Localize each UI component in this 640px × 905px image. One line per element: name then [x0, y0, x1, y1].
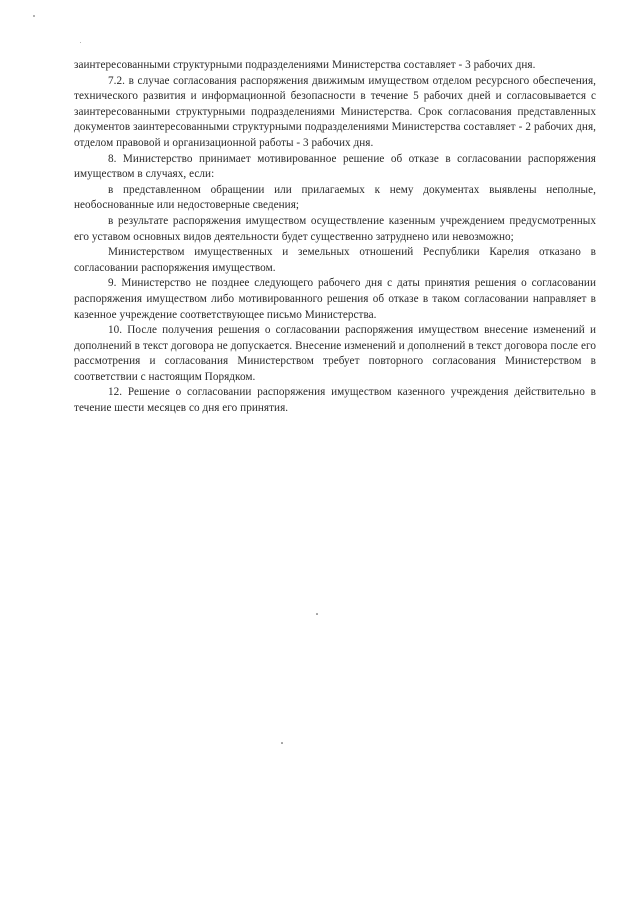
paragraph-10: 10. После получения решения о согласовании распоряжения имуществом внесение изменений и дополнений в текст договора не допускается. Внесение изменений и дополнений в текст договора после его рассмотрения и согласования Министерством требует повторного согласования Министерством в соответствии с настоящим Порядком.	[74, 324, 596, 383]
paragraph-12: 12. Решение о согласовании распоряжения имуществом казенного учреждения действительно в течение шести месяцев со дня его принятия.	[74, 386, 596, 415]
scan-artifact-lower	[281, 742, 283, 744]
paragraph-8-item-3: Министерством имущественных и земельных отношений Республики Карелия отказано в согласовании распоряжения имуществом.	[74, 246, 596, 274]
scan-artifact-top-left	[33, 15, 35, 17]
paragraph-8-item-2: в результате распоряжения имуществом осуществление казенным учреждением предусмотренных его уставом основных видов деятельности будет существенно затруднено или невозможно;	[74, 214, 596, 243]
paragraph-9: 9. Министерство не позднее следующего рабочего дня с даты принятия решения о согласовании распоряжения имуществом либо мотивированного решения об отказе в таком согласовании направляет в казенное учреждение соответствующее письмо Министерства.	[74, 277, 596, 321]
paragraph-7-1-continuation: заинтересованными структурными подразделениями Министерства составляет - 3 рабочих дня.	[74, 59, 536, 71]
paragraph-7-2: 7.2. в случае согласования распоряжения движимым имуществом отделом ресурсного обеспечения, технического развития и информационной безопасности в течение 5 рабочих дней и согласовывается с заинтересованными структурными подразделениями Министерства. Срок согласования представленных документов заинтересованными структурными подразделениями Министерства составляет - 2 рабочих дня, отделом правовой и организационной работы - 3 рабочих дня.	[74, 74, 596, 149]
paragraph-8: 8. Министерство принимает мотивированное решение об отказе в согласовании распоряжения имуществом в случаях, если:	[74, 152, 596, 181]
scan-artifact-top-small	[80, 42, 81, 43]
paragraph-8-item-1: в представленном обращении или прилагаемых к нему документах выявлены неполные, необоснованные или недостоверные сведения;	[74, 183, 596, 212]
scan-artifact-mid	[316, 613, 318, 615]
document-body	[74, 58, 596, 417]
